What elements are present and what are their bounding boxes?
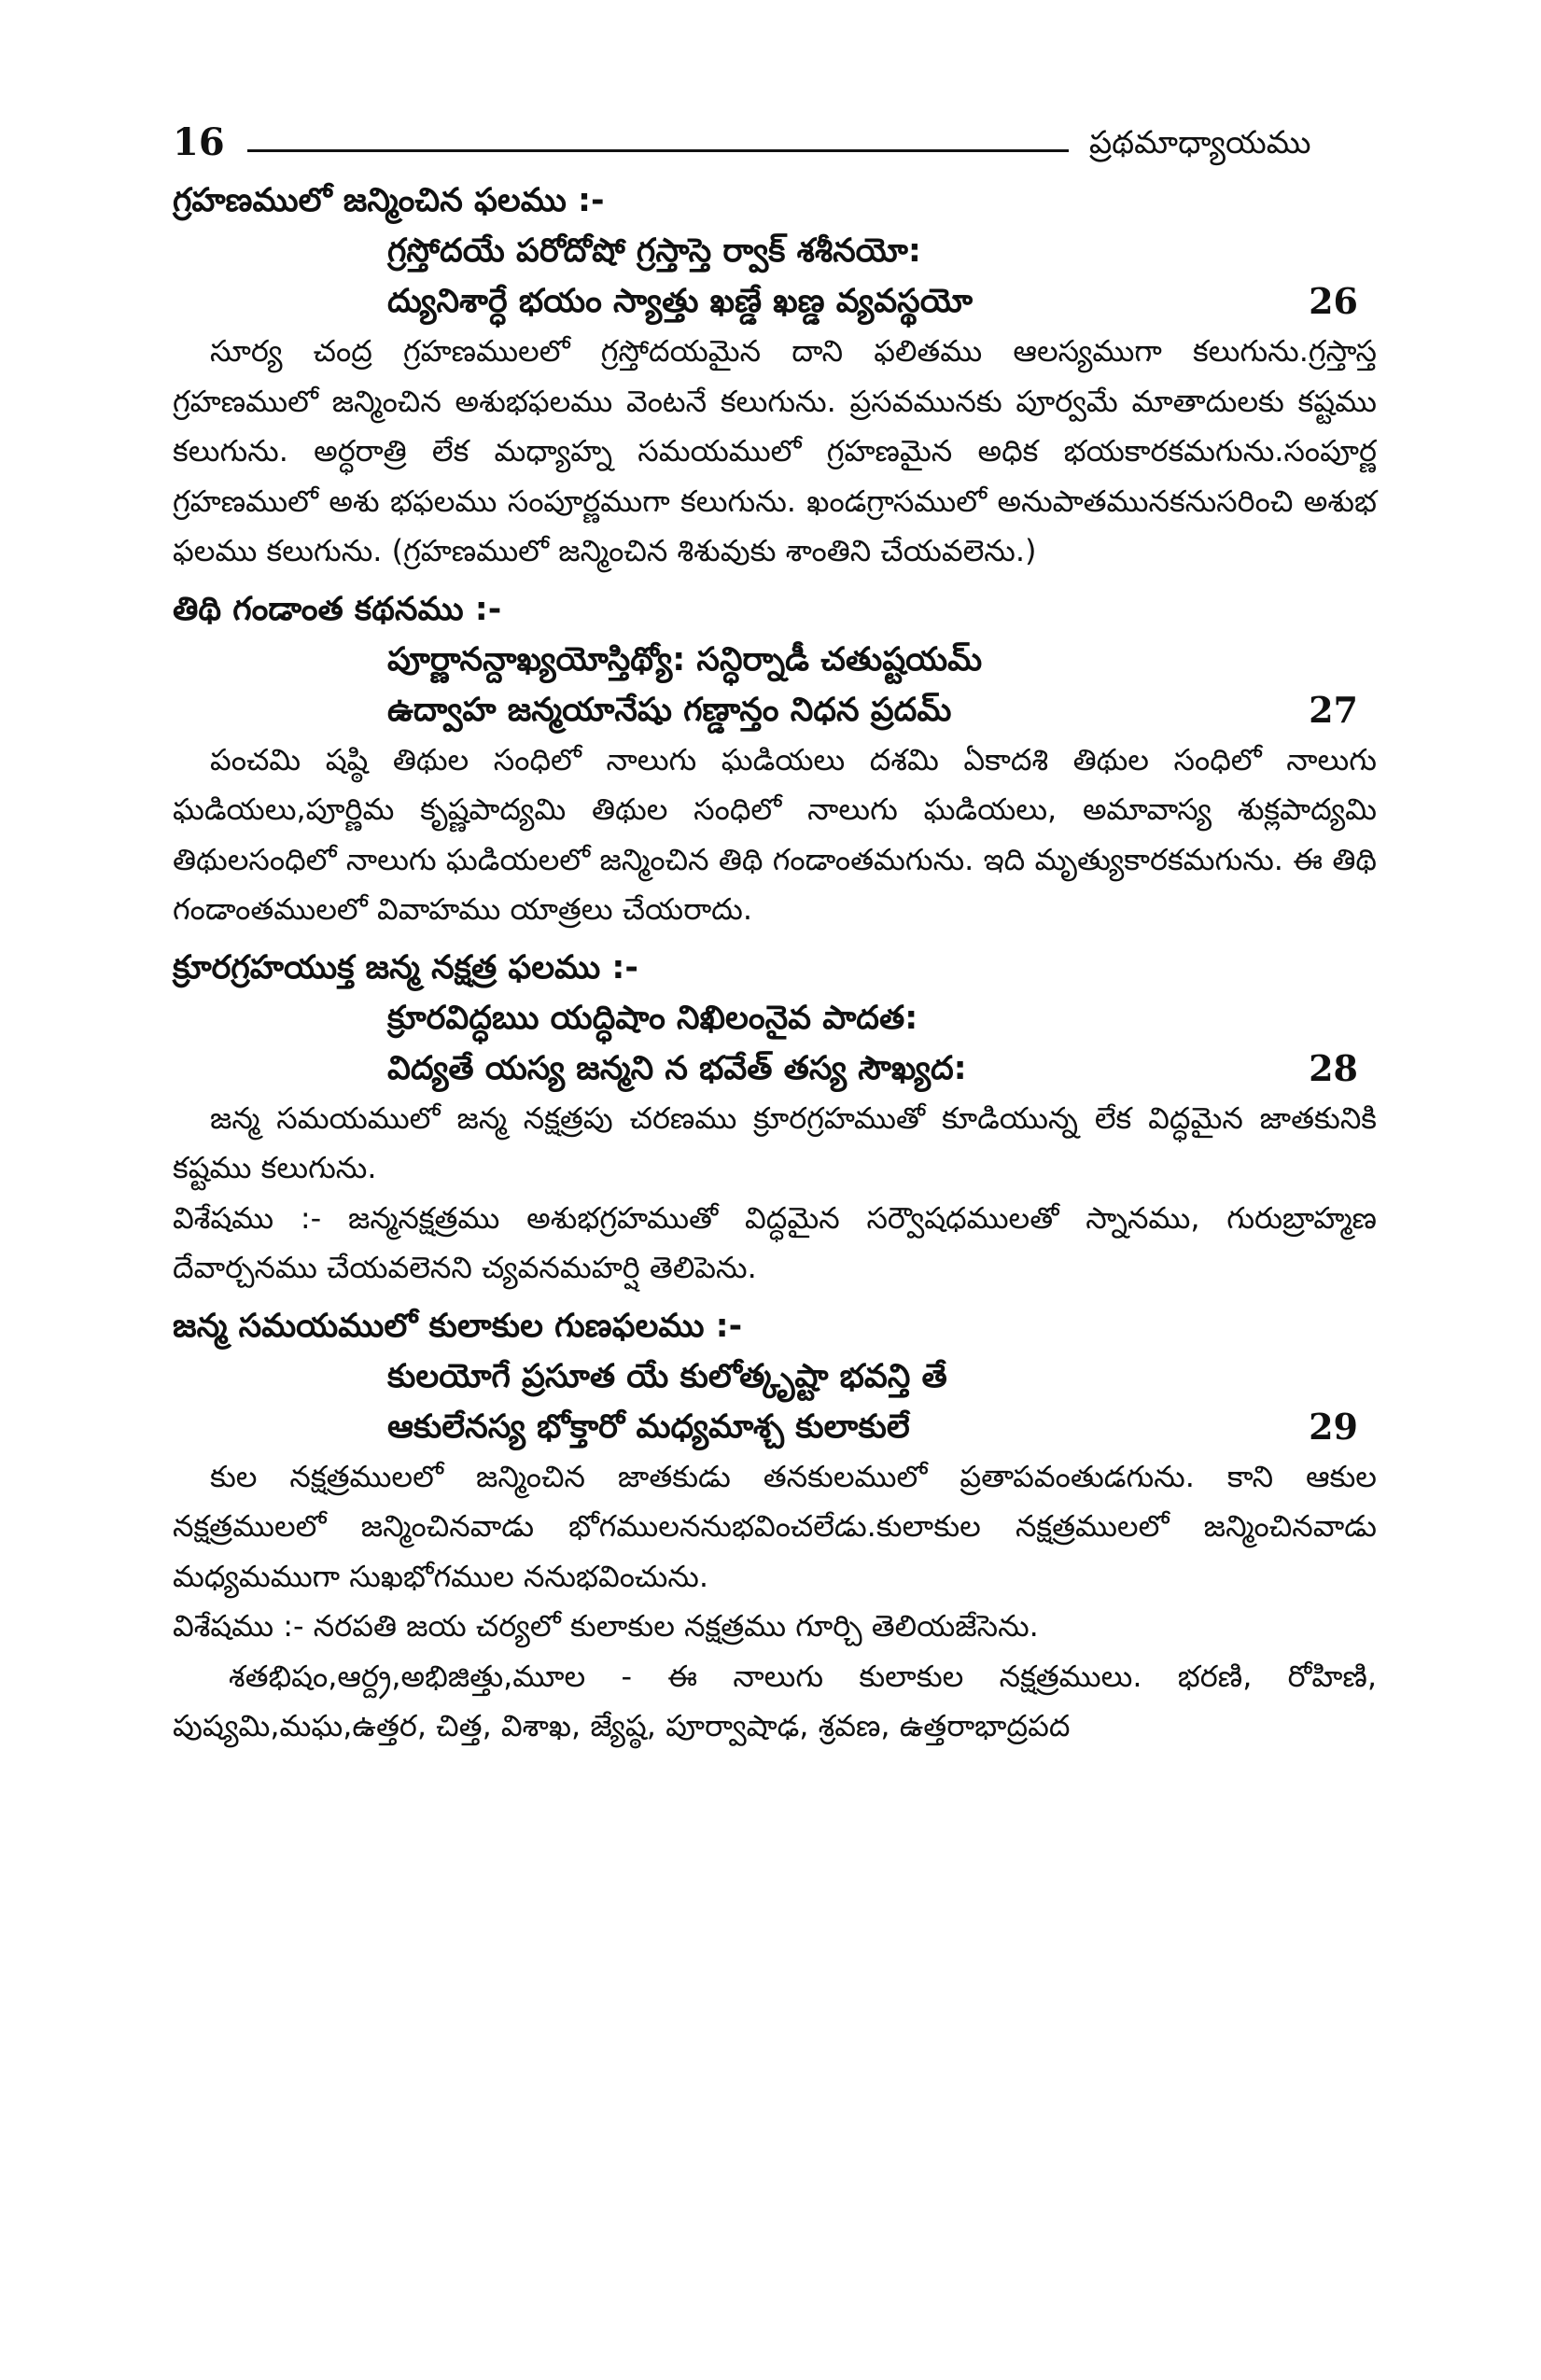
page-body <box>173 175 1377 1752</box>
verse-text: ద్యునిశార్ధే భయం స్యాత్తు ఖణ్డే ఖణ్డ వ్యవస్థయో <box>387 283 973 320</box>
verse-number: 27 <box>1309 688 1358 731</box>
commentary-paragraph: శతభిషం,ఆర్ద్ర,అభిజిత్తు,మూల - ఈ నాలుగు కులాకుల నక్షత్రములు. భరణి, రోహిణి, పుష్యమి,మఘ,ఉత్తర, చిత్త, విశాఖ, జ్యేష్ఠ, పూర్వాషాఢ, శ్రవణ, ఉత్తరాభాద్రపద <box>173 1658 1377 1743</box>
section-heading: తిథి గండాంత కథనము :- <box>173 590 502 628</box>
verse-line <box>173 1043 1377 1094</box>
verse-line <box>173 226 1377 276</box>
verse-text: పూర్ణానన్దాఖ్యయోస్తిథ్యో: సన్ధిర్నాడీ చతుష్టయమ్ <box>387 640 983 679</box>
verse-text: ఉద్వాహ జన్మయానేషు గణ్డాన్తం నిధన ప్రదమ్ <box>387 691 952 729</box>
commentary-paragraph: జన్మ సమయములో జన్మ నక్షత్రపు చరణము క్రూరగ్రహముతో కూడియున్న లేక విద్ధమైన జాతకునికి కష్టము కలుగును. <box>173 1099 1377 1185</box>
verse-line <box>173 276 1377 327</box>
verse-line <box>173 1351 1377 1402</box>
section-heading: గ్రహణములో జన్మించిన ఫలము :- <box>173 182 605 219</box>
verse-text: క్రూరవిద్ధఋ యద్ధిషాం నిఖిలంనైవ పాదత: <box>387 999 918 1037</box>
header-rule <box>247 149 1069 152</box>
page-number: 16 <box>173 120 225 164</box>
section-heading: క్రూరగ్రహయుక్త జన్మ నక్షత్ర ఫలము :- <box>173 948 638 987</box>
verse-line <box>173 685 1377 735</box>
verse-line <box>173 993 1377 1043</box>
note-paragraph: విశేషము :- జన్మనక్షత్రము అశుభగ్రహముతో విద్ధమైన సర్వౌషధములతో స్నానము, గురుబ్రాహ్మణ దేవార్చనము చేయవలెనని చ్యవనమహర్షి తెలిపెను. <box>173 1199 1377 1285</box>
section-heading: జన్మ సమయములో కులాకుల గుణఫలము :- <box>173 1307 743 1345</box>
commentary-paragraph: సూర్య చంద్ర గ్రహణములలో గ్రస్తోదయమైన దాని ఫలితము ఆలస్యముగా కలుగును.గ్రస్తాస్త గ్రహణములో జన్మించిన అశుభఫలము వెంటనే కలుగును. ప్రసవమునకు పూర్వమే మాతాదులకు కష్టము కలుగును. అర్ధరాత్రి లేక మధ్యాహ్న సమయములో గ్రహణమైన అధిక భయకారకమగును.సంపూర్ణ గ్రహణములో అశు భఫలము సంపూర్ణముగా కలుగును. ఖండగ్రాసములో అనుపాతమునకనుసరించి అశుభ ఫలము కలుగును. (గ్రహణములో జన్మించిన శిశువుకు శాంతిని చేయవలెను.) <box>173 333 1377 568</box>
verse-line <box>173 1402 1377 1452</box>
verse-number: 29 <box>1309 1405 1358 1448</box>
commentary-paragraph: కుల నక్షత్రములలో జన్మించిన జాతకుడు తనకులములో ప్రతాపవంతుడగును. కాని ఆకుల నక్షత్రములలో జన్మించినవాడు భోగములననుభవించలేడు.కులాకుల నక్షత్రములలో జన్మించినవాడు మధ్యమముగా సుఖభోగముల ననుభవించును. <box>173 1458 1377 1594</box>
page-header <box>173 119 1367 175</box>
verse-number: 28 <box>1309 1046 1358 1089</box>
verse-text: విద్యతే యస్య జన్మని న భవేత్ తస్య సౌఖ్యద: <box>387 1049 967 1087</box>
verse-number: 26 <box>1309 280 1358 322</box>
verse-line <box>173 635 1377 685</box>
running-head: ప్రథమాధ్యాయము <box>1089 124 1311 161</box>
verse-text: కులయోగే ప్రసూత యే కులోత్కృష్టా భవన్తి తే <box>387 1357 947 1395</box>
verse-text: గ్రస్తోదయే పరోదోషో గ్రస్తాస్తె ర్వాక్ శశీనయో: <box>387 232 921 270</box>
verse-text: ఆకులేనస్య భోక్తారో మధ్యమాశ్చ కులాకులే <box>387 1407 910 1446</box>
commentary-paragraph: పంచమి షష్ఠి తిథుల సంధిలో నాలుగు ఘడియలు దశమి ఏకాదశి తిథుల సంధిలో నాలుగు ఘడియలు,పూర్ణిమ కృష్ణపాద్యమి తిథుల సంధిలో నాలుగు ఘడియలు, అమావాస్య శుక్లపాద్యమి తిథులసంధిలో నాలుగు ఘడియలలో జన్మించిన తిథి గండాంతమగును. ఇది మృత్యుకారకమగును. ఈ తిథి గండాంతములలో వివాహము యాత్రలు చేయరాదు. <box>173 741 1377 927</box>
note-paragraph: విశేషము :- నరపతి జయ చర్యలో కులాకుల నక్షత్రము గూర్చి తెలియజేసెను. <box>173 1608 1039 1644</box>
